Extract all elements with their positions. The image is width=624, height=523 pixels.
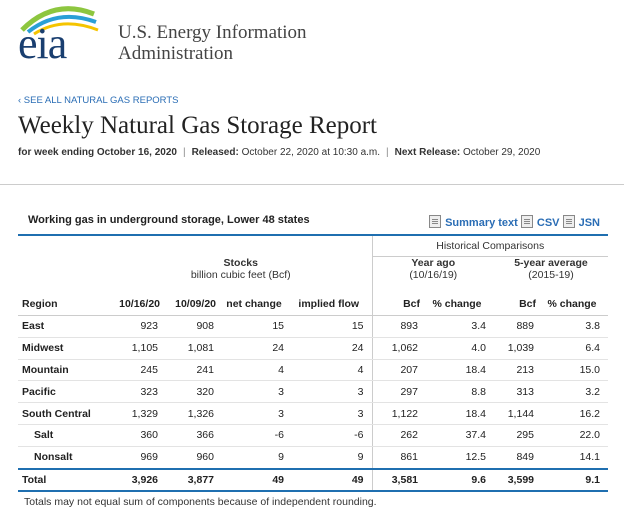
stocks-header: [110, 257, 372, 294]
table-cell: 3: [292, 403, 372, 425]
table-cell: 3: [222, 403, 292, 425]
table-cell: 9.1: [542, 469, 608, 492]
table-cell: 1,081: [166, 337, 222, 359]
table-cell: 8.8: [426, 381, 494, 403]
table-cell: 9: [292, 446, 372, 468]
table-cell: 16.2: [542, 403, 608, 425]
five-year-label: 5-year average: [514, 257, 588, 269]
table-cell: -6: [292, 424, 372, 446]
table-cell: 12.5: [426, 446, 494, 468]
column-header: % change: [542, 293, 608, 316]
table-cell: 49: [292, 469, 372, 492]
next-release-label: Next Release:: [394, 147, 461, 158]
table-cell: 4.0: [426, 337, 494, 359]
region-name: East: [18, 316, 110, 338]
json-download-link[interactable]: JSN: [578, 217, 600, 229]
region-name: Nonsalt: [18, 446, 110, 468]
table-cell: 6.4: [542, 337, 608, 359]
table-cell: 15: [222, 316, 292, 338]
table-cell: 262: [372, 424, 426, 446]
table-cell: 360: [110, 424, 166, 446]
year-ago-label: Year ago: [411, 257, 456, 269]
table-cell: 24: [292, 337, 372, 359]
next-release-value: October 29, 2020: [463, 147, 541, 158]
column-header: % change: [426, 293, 494, 316]
download-links: [429, 215, 600, 229]
report-meta: [18, 147, 540, 158]
section-divider: [0, 184, 624, 185]
separator: |: [386, 147, 389, 158]
table-cell: 893: [372, 316, 426, 338]
rounding-footnote: Totals may not equal sum of components because of independent rounding.: [24, 496, 377, 508]
separator: |: [182, 147, 186, 158]
column-header: 10/16/20: [110, 293, 166, 316]
table-cell: 323: [110, 381, 166, 403]
page-title: Weekly Natural Gas Storage Report: [18, 112, 377, 139]
table-cell: 18.4: [426, 359, 494, 381]
year-ago-header: [372, 257, 494, 294]
table-cell: 15: [292, 316, 372, 338]
storage-table: [18, 234, 608, 492]
stocks-unit: billion cubic feet (Bcf): [190, 268, 291, 281]
five-year-header: [494, 257, 608, 294]
table-cell: 1,329: [110, 403, 166, 425]
released-value: October 22, 2020 at 10:30 a.m.: [241, 147, 381, 158]
table-cell: 18.4: [426, 403, 494, 425]
table-cell: 207: [372, 359, 426, 381]
table-row: [18, 403, 608, 425]
table-cell: 849: [494, 446, 542, 468]
column-header: net change: [222, 293, 292, 316]
table-cell: 4: [292, 359, 372, 381]
table-cell: 3,581: [372, 469, 426, 492]
table-cell: 245: [110, 359, 166, 381]
table-cell: 241: [166, 359, 222, 381]
historical-comparisons-header: Historical Comparisons: [372, 236, 608, 257]
stocks-label: Stocks: [223, 256, 258, 269]
table-cell: 4: [222, 359, 292, 381]
table-cell: 49: [222, 469, 292, 492]
table-cell: 24: [222, 337, 292, 359]
table-cell: 3.4: [426, 316, 494, 338]
table-cell: 9: [222, 446, 292, 468]
table-cell: 960: [166, 446, 222, 468]
table-cell: 889: [494, 316, 542, 338]
table-cell: 313: [494, 381, 542, 403]
table-cell: 320: [166, 381, 222, 403]
region-name: Pacific: [18, 381, 110, 403]
released-label: Released:: [191, 147, 239, 158]
table-cell: 3: [292, 381, 372, 403]
week-label: for week ending October 16, 2020: [18, 147, 177, 158]
document-icon: [521, 215, 533, 228]
table-cell: 3,599: [494, 469, 542, 492]
table-cell: 366: [166, 424, 222, 446]
table-cell: 1,105: [110, 337, 166, 359]
table-row: [18, 446, 608, 468]
table-row: [18, 316, 608, 338]
table-cell: 297: [372, 381, 426, 403]
table-row: [18, 381, 608, 403]
column-header: 10/09/20: [166, 293, 222, 316]
column-header: Bcf: [372, 293, 426, 316]
org-line-1: U.S. Energy Information: [118, 22, 307, 43]
table-cell: 213: [494, 359, 542, 381]
table-cell: 3: [222, 381, 292, 403]
organization-name: [118, 22, 307, 64]
column-header-row: [18, 293, 608, 316]
table-cell: 3.2: [542, 381, 608, 403]
column-header: Region: [18, 293, 110, 316]
table-cell: -6: [222, 424, 292, 446]
column-header: implied flow: [292, 293, 372, 316]
summary-text-link[interactable]: Summary text: [445, 217, 518, 229]
document-icon: [429, 215, 441, 228]
table-title: Working gas in underground storage, Lower 48 states: [28, 214, 310, 226]
region-name: Midwest: [18, 337, 110, 359]
table-row: [18, 359, 608, 381]
five-year-range: (2015-19): [528, 269, 574, 281]
table-row: [18, 424, 608, 446]
table-row: [18, 337, 608, 359]
table-cell: 861: [372, 446, 426, 468]
table-cell: 22.0: [542, 424, 608, 446]
region-name: Mountain: [18, 359, 110, 381]
table-cell: 1,062: [372, 337, 426, 359]
table-cell: 908: [166, 316, 222, 338]
table-cell: 1,326: [166, 403, 222, 425]
table-cell: 37.4: [426, 424, 494, 446]
region-name: South Central: [18, 403, 110, 425]
table-cell: 15.0: [542, 359, 608, 381]
region-name: Salt: [18, 424, 110, 446]
table-cell: 1,122: [372, 403, 426, 425]
table-cell: 1,039: [494, 337, 542, 359]
table-cell: 295: [494, 424, 542, 446]
table-cell: 3,877: [166, 469, 222, 492]
total-row: [18, 469, 608, 492]
see-all-reports-link[interactable]: ‹ SEE ALL NATURAL GAS REPORTS: [18, 95, 179, 106]
year-ago-date: (10/16/19): [409, 269, 458, 281]
logo-wordmark[interactable]: eia: [18, 19, 67, 68]
table-cell: 1,144: [494, 403, 542, 425]
document-icon: [563, 215, 575, 228]
csv-download-link[interactable]: CSV: [536, 217, 560, 229]
table-cell: 969: [110, 446, 166, 468]
table-cell: 14.1: [542, 446, 608, 468]
org-line-2: Administration: [118, 43, 234, 64]
table-cell: 3,926: [110, 469, 166, 492]
region-name: Total: [18, 469, 110, 492]
column-header: Bcf: [494, 293, 542, 316]
table-cell: 923: [110, 316, 166, 338]
table-cell: 9.6: [426, 469, 494, 492]
table-cell: 3.8: [542, 316, 608, 338]
